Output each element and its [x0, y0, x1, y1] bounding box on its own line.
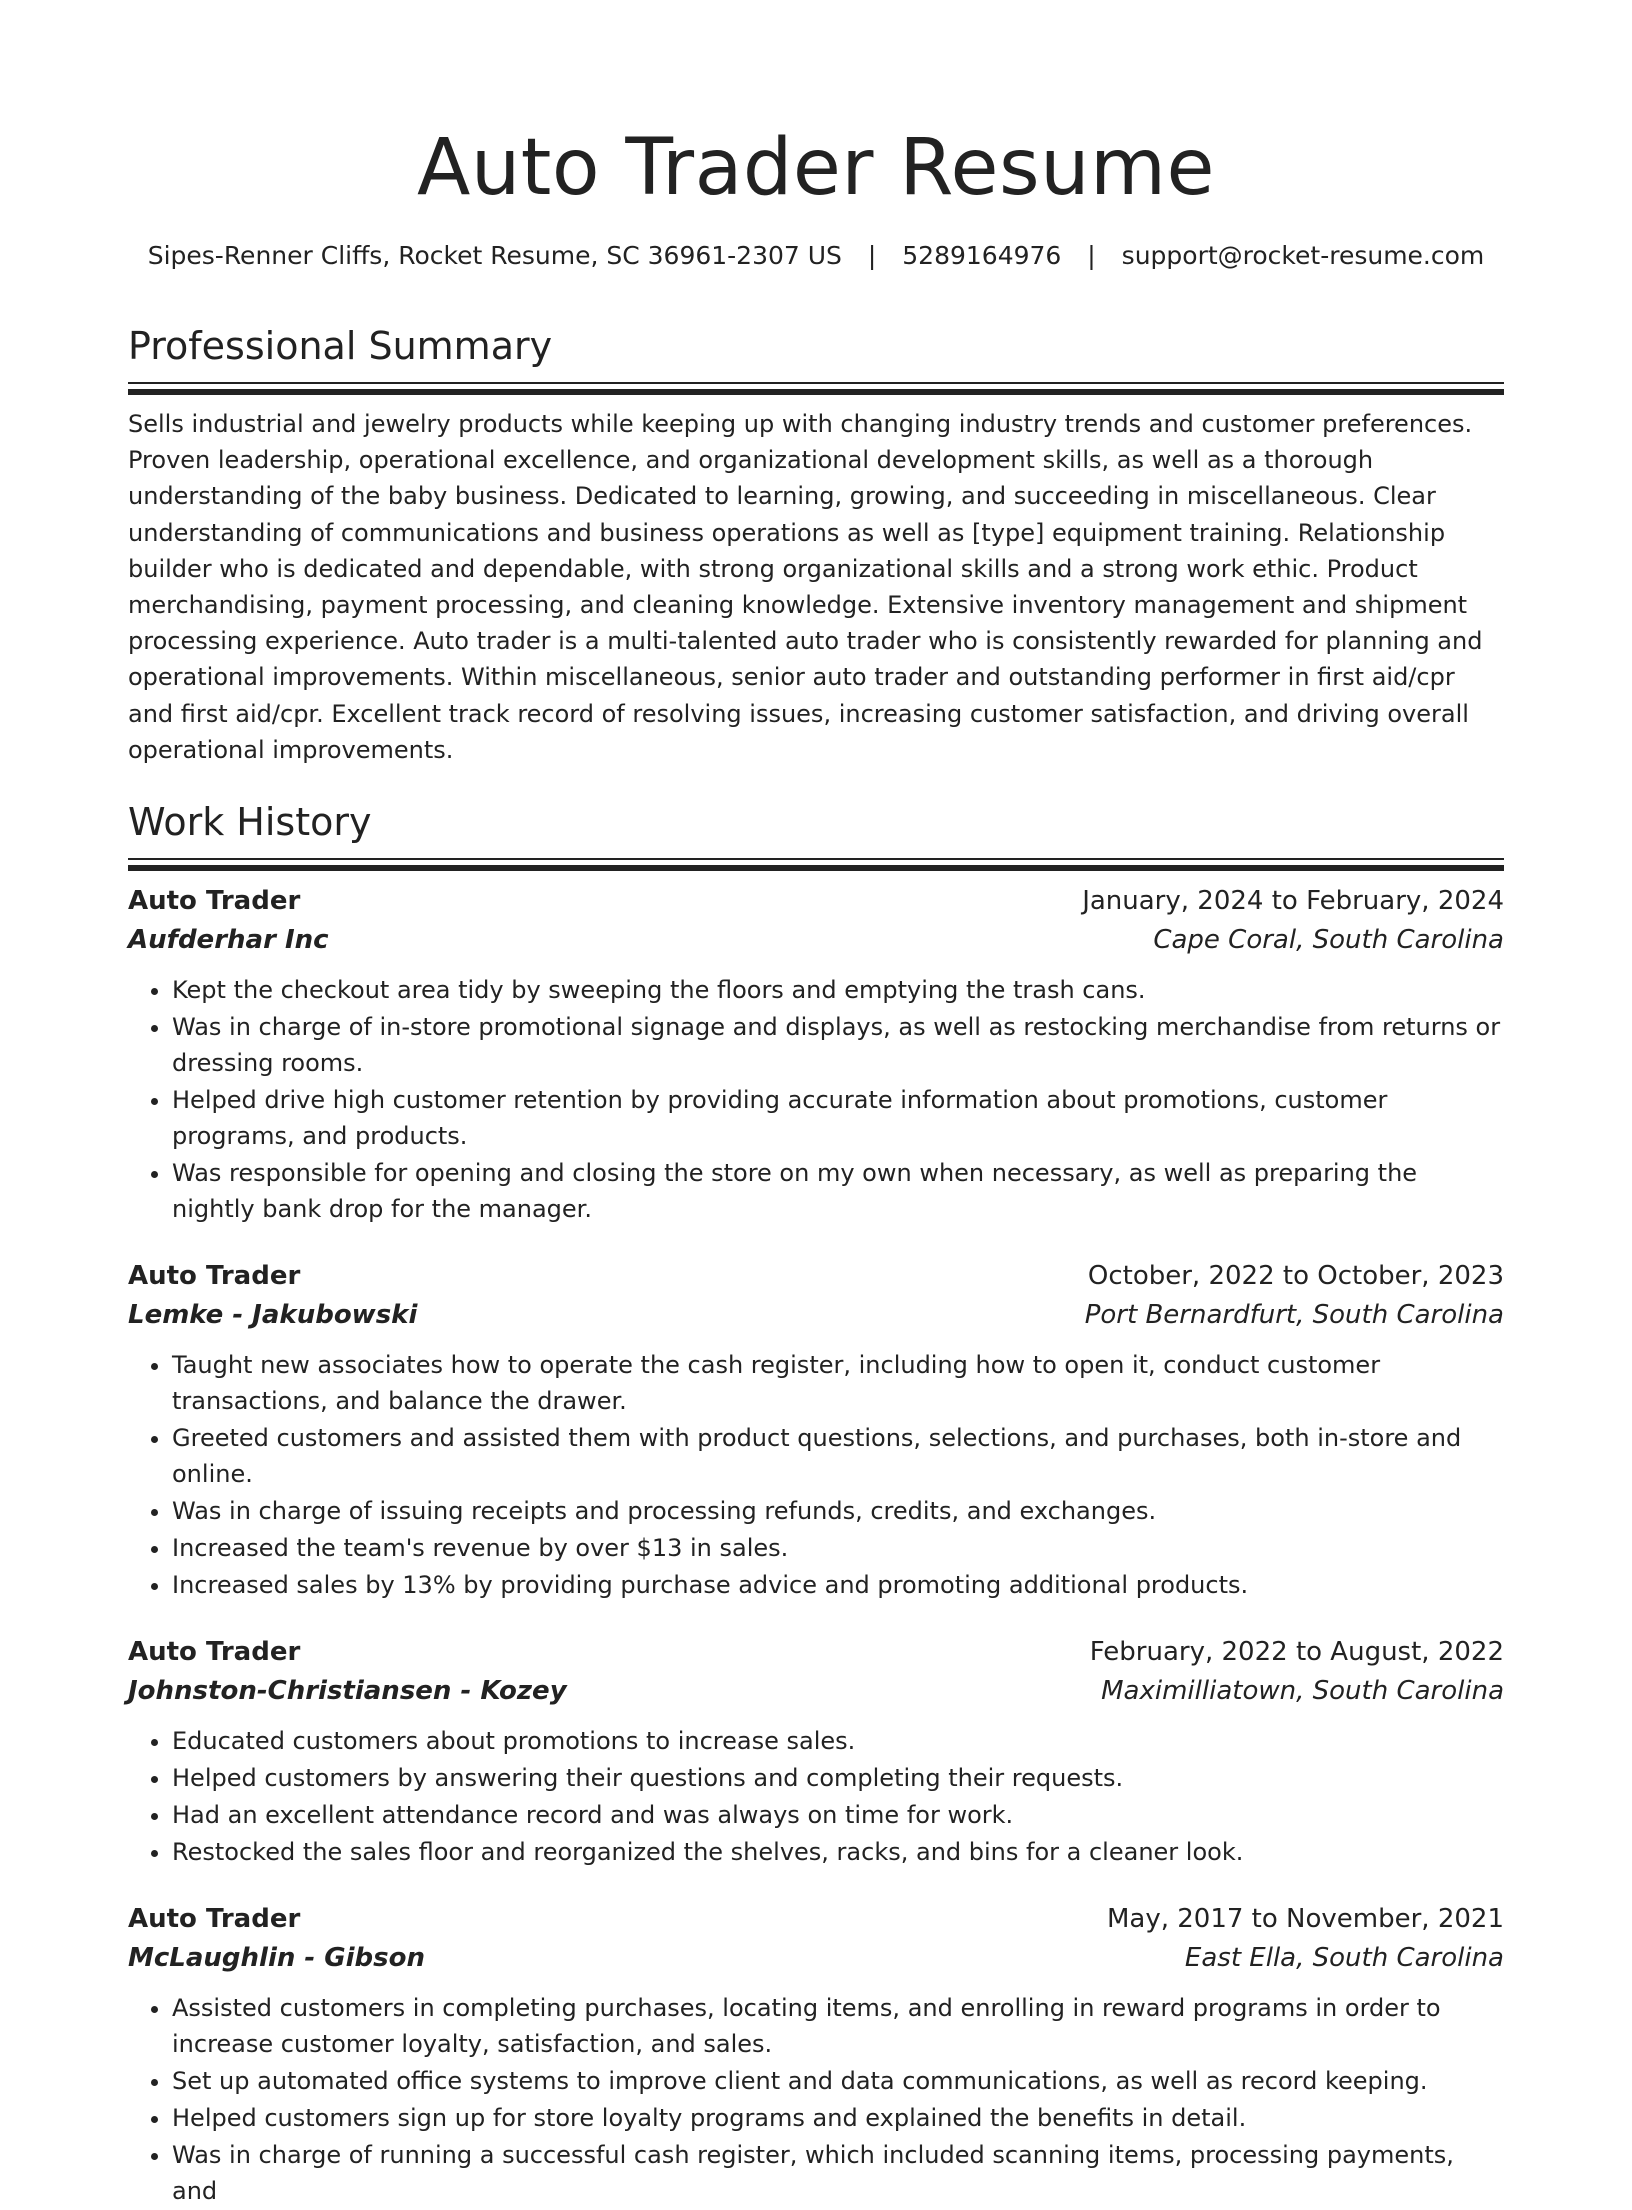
job-duty-item: • Increased sales by 13% by providing purchase advice and promoting additional products.: [172, 1567, 1504, 1603]
summary-section-header: [128, 322, 1504, 396]
job-entry: [128, 1900, 1504, 2209]
job-title: Auto Trader: [128, 886, 301, 917]
job-duties-list: [128, 972, 1504, 1227]
job-location: Port Bernardfurt, South Carolina: [1084, 1300, 1504, 1331]
job-title: Auto Trader: [128, 1904, 301, 1935]
job-company: Johnston-Christiansen - Kozey: [128, 1676, 567, 1707]
job-duty-item: • Was in charge of issuing receipts and processing refunds, credits, and exchanges.: [172, 1493, 1504, 1529]
work-history-list: [128, 882, 1504, 2209]
job-title-row: [128, 1900, 1504, 1939]
job-company-row: [128, 1296, 1504, 1335]
section-divider: [128, 382, 1504, 396]
resume-title: Auto Trader Resume: [416, 123, 1216, 213]
work-heading: Work History: [128, 800, 372, 845]
contact-separator: |: [1087, 241, 1096, 270]
divider-thin-line: [128, 382, 1504, 384]
divider-thick-line: [128, 389, 1504, 395]
divider-thick-line: [128, 865, 1504, 871]
contact-line: [128, 238, 1504, 274]
job-duty-item: • Helped drive high customer retention by providing accurate information about promotions, customer programs, and products.: [172, 1082, 1504, 1154]
contact-phone: 5289164976: [902, 241, 1062, 270]
job-entry: [128, 882, 1504, 1227]
job-dates: May, 2017 to November, 2021: [1106, 1904, 1504, 1935]
job-location: East Ella, South Carolina: [1184, 1943, 1504, 1974]
job-entry: [128, 1633, 1504, 1870]
job-location: Maximilliatown, South Carolina: [1101, 1676, 1504, 1707]
job-duty-item: • Helped customers sign up for store loyalty programs and explained the benefits in detail.: [172, 2100, 1504, 2136]
section-divider: [128, 858, 1504, 872]
summary-heading: Professional Summary: [128, 324, 553, 368]
job-entry: [128, 1257, 1504, 1603]
job-duty-item: • Increased the team's revenue by over $13 in sales.: [172, 1530, 1504, 1566]
job-company-row: [128, 1672, 1504, 1711]
job-duty-item: • Was responsible for opening and closing the store on my own when necessary, as well as preparing the nightly bank drop for the manager.: [172, 1155, 1504, 1227]
job-company-row: [128, 921, 1504, 960]
job-duty-item: • Taught new associates how to operate the cash register, including how to open it, conduct customer transactions, and balance the drawer.: [172, 1347, 1504, 1419]
contact-separator: |: [867, 241, 877, 270]
job-duty-item: • Was in charge of running a successful cash register, which included scanning items, processing payments, and: [172, 2137, 1504, 2209]
job-dates: February, 2022 to August, 2022: [1089, 1637, 1504, 1668]
work-section-header: [128, 798, 1504, 872]
job-duty-item: • Set up automated office systems to improve client and data communications, as well as record keeping.: [172, 2063, 1504, 2099]
resume-page: [128, 0, 1504, 2210]
job-company: Lemke - Jakubowski: [128, 1300, 418, 1331]
contact-address: Sipes-Renner Cliffs, Rocket Resume, SC 36961-2307 US: [147, 241, 842, 270]
job-duties-list: [128, 1347, 1504, 1603]
job-duty-item: • Kept the checkout area tidy by sweeping the floors and emptying the trash cans.: [172, 972, 1504, 1008]
job-title-row: [128, 882, 1504, 921]
summary-text: Sells industrial and jewelry products while keeping up with changing industry trends and customer preferences. Proven leadership, operational excellence, and organizational development skills, as well as a thorough understanding of the baby business. Dedicated to learning, growing, and succeeding in miscellaneous. Clear understanding of communications and business operations as well as [type] equipment training. Relationship builder who is dedicated and dependable, with strong organizational skills and a strong work ethic. Product merchandising, payment processing, and cleaning knowledge. Extensive inventory management and shipment processing experience. Auto trader is a multi-talented auto trader who is consistently rewarded for planning and operational improvements. Within miscellaneous, senior auto trader and outstanding performer in first aid/cpr and first aid/cpr. Excellent track record of resolving issues, increasing customer satisfaction, and driving overall operational improvements.: [128, 410, 1483, 764]
job-duty-item: • Restocked the sales floor and reorganized the shelves, racks, and bins for a cleaner look.: [172, 1834, 1504, 1870]
job-company: McLaughlin - Gibson: [128, 1943, 425, 1974]
job-title-row: [128, 1257, 1504, 1296]
job-duty-item: • Greeted customers and assisted them with product questions, selections, and purchases, both in-store and online.: [172, 1420, 1504, 1492]
job-company-row: [128, 1939, 1504, 1978]
contact-email: support@rocket-resume.com: [1121, 241, 1485, 270]
job-duties-list: [128, 1990, 1504, 2209]
job-title: Auto Trader: [128, 1261, 301, 1292]
job-dates: October, 2022 to October, 2023: [1087, 1261, 1504, 1292]
job-company: Aufderhar Inc: [128, 925, 329, 956]
divider-thin-line: [128, 858, 1504, 860]
job-duties-list: [128, 1723, 1504, 1870]
job-duty-item: • Helped customers by answering their questions and completing their requests.: [172, 1760, 1504, 1796]
job-duty-item: • Assisted customers in completing purchases, locating items, and enrolling in reward programs in order to increase customer loyalty, satisfaction, and sales.: [172, 1990, 1504, 2062]
job-duty-item: • Was in charge of in-store promotional signage and displays, as well as restocking merchandise from returns or dressing rooms.: [172, 1009, 1504, 1081]
job-dates: January, 2024 to February, 2024: [1082, 886, 1504, 917]
job-title: Auto Trader: [128, 1637, 301, 1668]
job-location: Cape Coral, South Carolina: [1153, 925, 1504, 956]
job-duty-item: • Had an excellent attendance record and was always on time for work.: [172, 1797, 1504, 1833]
job-title-row: [128, 1633, 1504, 1672]
job-duty-item: • Educated customers about promotions to increase sales.: [172, 1723, 1504, 1759]
